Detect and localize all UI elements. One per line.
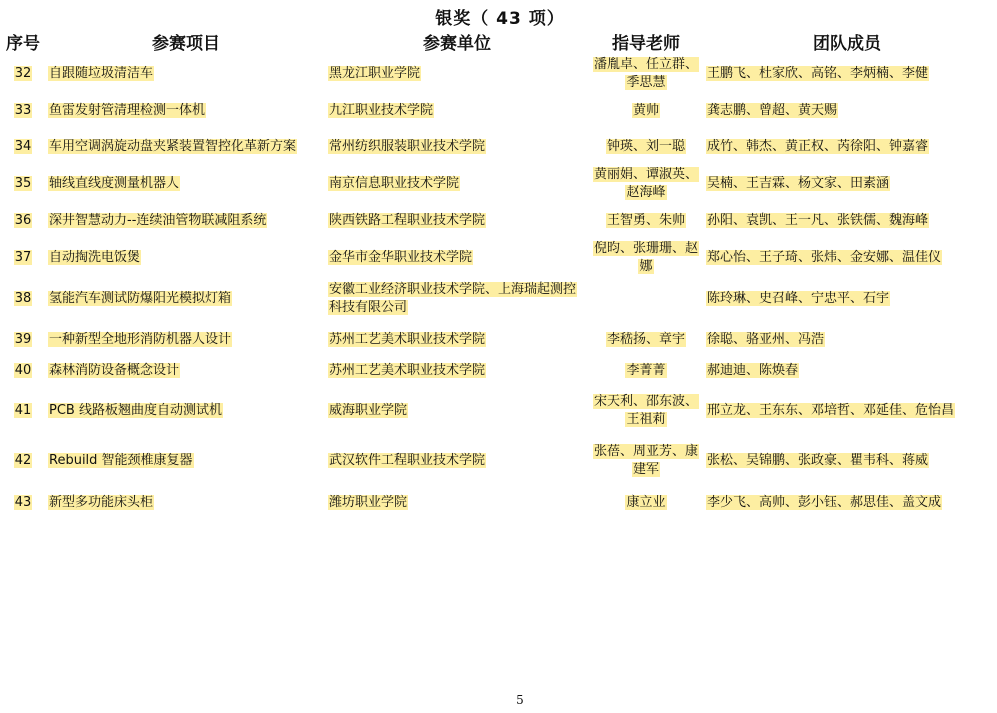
row-number-cell [0,165,46,203]
unit-name-cell [326,358,588,383]
team-members: 郑心怡、王子琦、张炜、金安娜、温佳仪 [707,249,942,265]
row-number: 42 [14,453,32,468]
project-name: 一种新型全地形消防机器人设计 [49,331,232,347]
row-number: 36 [14,213,32,228]
project-name: 新型多功能床头柜 [49,495,154,510]
unit-name-cell [326,439,588,483]
table-body [0,55,990,523]
project-name-cell [46,165,326,203]
table-row [0,358,990,383]
team-members: 张松、吴锦鹏、张政豪、瞿韦科、蒋威 [707,453,929,468]
project-name-cell [46,358,326,383]
unit-name: 苏州工艺美术职业技术学院 [329,331,486,347]
unit-name-cell [326,203,588,239]
unit-name-cell [326,383,588,439]
row-number-cell [0,239,46,276]
row-number: 39 [14,331,32,347]
project-name-cell [46,383,326,439]
header-team: 团队成员 [813,34,881,54]
advisor-names: 李嵇扬、章宇 [606,331,685,347]
unit-name-cell [326,276,588,321]
table-row [0,483,990,523]
row-number: 38 [14,290,32,306]
advisor-names: 倪昀、张珊珊、赵娜 [593,240,698,274]
unit-name: 常州纺织服装职业技术学院 [329,139,486,154]
team-members: 李少飞、高帅、彭小钰、郝思佳、盖文成 [707,495,942,510]
unit-name: 南京信息职业技术学院 [329,176,460,191]
advisor-names: 钟瑛、刘一聪 [606,139,685,154]
unit-name-cell [326,483,588,523]
project-name: 氢能汽车测试防爆阳光模拟灯箱 [49,290,232,306]
team-members-cell [704,358,990,383]
table-row [0,55,990,93]
unit-name: 潍坊职业学院 [329,495,408,510]
row-number: 34 [14,139,32,154]
row-number-cell [0,321,46,358]
row-number-cell [0,129,46,165]
unit-name-cell [326,55,588,93]
unit-name-cell [326,93,588,129]
team-members: 徐聪、骆亚州、冯浩 [707,331,825,347]
unit-name: 威海职业学院 [329,403,408,418]
page-title: 银奖（ 43 项） [435,9,565,29]
unit-name-cell [326,129,588,165]
advisor-names: 康立业 [626,495,666,510]
header-unit: 参赛单位 [423,34,491,54]
advisor-names: 王智勇、朱帅 [606,213,685,228]
advisor-names: 黄丽娟、谭淑英、赵海峰 [593,167,698,200]
team-members-cell [704,165,990,203]
unit-name-cell [326,321,588,358]
project-name-cell [46,321,326,358]
project-name: 轴线直线度测量机器人 [49,176,180,191]
unit-name: 苏州工艺美术职业技术学院 [329,362,486,378]
table-row [0,383,990,439]
team-members: 龚志鹏、曾超、黄天赐 [707,103,838,118]
awards-table [0,28,990,523]
project-name: 森林消防设备概念设计 [49,362,180,378]
team-members: 孙阳、袁凯、王一凡、张铁儒、魏海峰 [707,213,929,228]
row-number-cell [0,276,46,321]
unit-name: 九江职业技术学院 [329,103,434,118]
team-members-cell [704,239,990,276]
row-number: 33 [14,103,32,118]
advisor-names-cell [588,383,704,439]
advisor-names-cell [588,55,704,93]
unit-name-cell [326,239,588,276]
team-members-cell [704,483,990,523]
project-name-cell [46,276,326,321]
advisor-names-cell [588,203,704,239]
team-members-cell [704,129,990,165]
row-number-cell [0,358,46,383]
row-number-cell [0,203,46,239]
advisor-names: 李菁菁 [626,362,666,378]
row-number: 41 [14,403,32,418]
project-name: 深井智慧动力--连续油管物联减阻系统 [49,213,267,228]
row-number-cell [0,93,46,129]
project-name-cell [46,203,326,239]
table-row [0,129,990,165]
table-row [0,165,990,203]
table-row [0,203,990,239]
table-row [0,239,990,276]
advisor-names-cell [588,165,704,203]
unit-name: 金华市金华职业技术学院 [329,249,473,265]
project-name-cell [46,439,326,483]
project-name: 自动掏洗电饭煲 [49,249,141,265]
advisor-names-cell [588,321,704,358]
team-members-cell [704,383,990,439]
row-number-cell [0,439,46,483]
project-name-cell [46,93,326,129]
unit-name: 武汉软件工程职业技术学院 [329,453,486,468]
project-name: Rebuild 智能颈椎康复器 [49,453,193,468]
table-header-row [0,28,990,55]
project-name-cell [46,483,326,523]
team-members: 王鹏飞、杜家欣、高铭、李炳楠、李健 [707,66,929,81]
advisor-names: 黄帅 [632,103,659,118]
header-advisor: 指导老师 [612,34,680,54]
team-members-cell [704,321,990,358]
advisor-names-cell [588,276,704,321]
row-number: 43 [14,495,32,510]
advisor-names: 潘胤卓、任立群、季思慧 [593,57,698,90]
project-name-cell [46,55,326,93]
table-row [0,276,990,321]
row-number-cell [0,483,46,523]
table-row [0,321,990,358]
page-number: 5 [516,693,524,707]
team-members-cell [704,93,990,129]
header-project: 参赛项目 [152,34,220,54]
advisor-names: 张蓓、周亚芳、康建军 [593,444,698,477]
project-name: 车用空调涡旋动盘夹紧装置智控化革新方案 [49,139,297,154]
team-members: 陈玲琳、史召峰、宁忠平、石宇 [707,290,890,306]
team-members: 吴楠、王吉霖、杨文家、田素涵 [707,176,890,191]
project-name-cell [46,239,326,276]
project-name: PCB 线路板翘曲度自动测试机 [49,403,222,418]
advisor-names-cell [588,129,704,165]
unit-name: 陕西铁路工程职业技术学院 [329,213,486,228]
row-number-cell [0,383,46,439]
unit-name-cell [326,165,588,203]
advisor-names-cell [588,93,704,129]
row-number: 40 [14,362,32,378]
unit-name: 黑龙江职业学院 [329,66,421,81]
advisor-names-cell [588,439,704,483]
advisor-names-cell [588,483,704,523]
team-members-cell [704,439,990,483]
team-members-cell [704,203,990,239]
project-name: 自跟随垃圾清洁车 [49,66,154,81]
table-row [0,93,990,129]
unit-name: 安徽工业经济职业技术学院、上海瑞起测控科技有限公司 [329,281,577,315]
advisor-names-cell [588,239,704,276]
advisor-names: 宋天利、邵东波、王祖莉 [593,394,698,427]
row-number: 32 [14,66,32,81]
advisor-names-cell [588,358,704,383]
row-number: 35 [14,176,32,191]
row-number-cell [0,55,46,93]
team-members-cell [704,55,990,93]
project-name: 鱼雷发射管清理检测一体机 [49,103,206,118]
row-number: 37 [14,249,32,265]
project-name-cell [46,129,326,165]
team-members-cell [704,276,990,321]
header-no: 序号 [6,34,40,54]
team-members: 郝迪迪、陈焕春 [707,362,799,378]
table-row [0,439,990,483]
team-members: 成竹、韩杰、黄正权、芮徐阳、钟嘉睿 [707,139,929,154]
team-members: 邢立龙、王东东、邓培哲、邓延佳、危怡昌 [707,403,955,418]
